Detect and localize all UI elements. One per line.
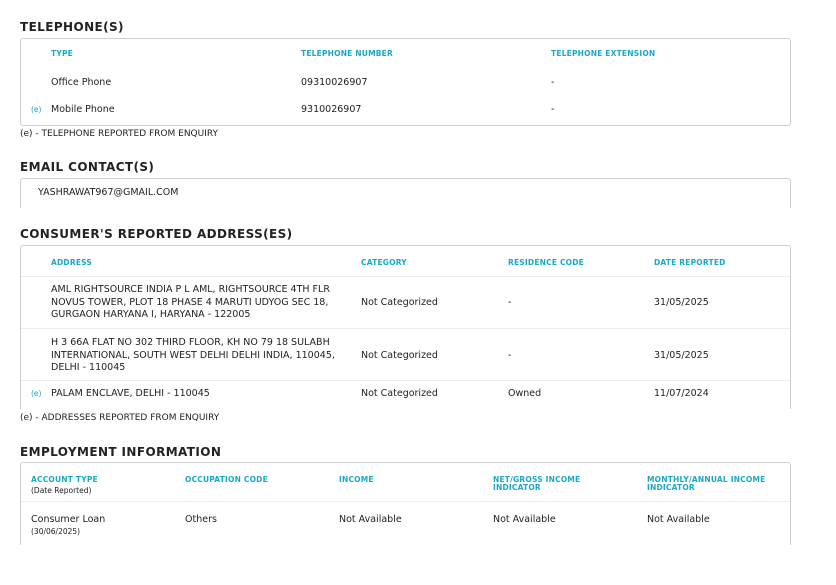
- employment-header-monthly-annual: MONTHLY/ANNUAL INCOME INDICATOR: [647, 475, 766, 492]
- telephones-title: TELEPHONE(S): [20, 20, 124, 34]
- telephone-type: Office Phone: [51, 77, 112, 88]
- employment-net-gross: Not Available: [493, 514, 556, 525]
- employment-table: [20, 462, 791, 545]
- address-category: Not Categorized: [361, 296, 438, 308]
- emails-table: [20, 178, 791, 208]
- emails-title: EMAIL CONTACT(S): [20, 160, 155, 174]
- addresses-header-address: ADDRESS: [51, 258, 93, 267]
- employment-occupation-code: Others: [185, 514, 217, 525]
- address-line: INTERNATIONAL, SOUTH WEST DELHI DELHI INDIA, 110045,: [51, 349, 335, 361]
- employment-header-date-reported: (Date Reported): [31, 486, 92, 495]
- row-divider: [21, 328, 790, 329]
- address-residence-code: Owned: [508, 388, 542, 399]
- header-divider: [21, 501, 790, 502]
- employment-header-net-gross: NET/GROSS INCOME INDICATOR: [493, 475, 581, 492]
- address-line: DELHI - 110045: [51, 362, 126, 373]
- addresses-header-date: DATE REPORTED: [654, 258, 726, 267]
- telephones-header-number: TELEPHONE NUMBER: [301, 49, 393, 58]
- enquiry-marker: (e): [31, 105, 42, 114]
- telephone-number: 09310026907: [301, 77, 368, 88]
- addresses-table: [20, 245, 791, 409]
- employment-header-account-type: ACCOUNT TYPE: [31, 475, 98, 484]
- telephones-header-type: TYPE: [51, 49, 73, 58]
- addresses-title: CONSUMER'S REPORTED ADDRESS(ES): [20, 227, 293, 241]
- employment-income: Not Available: [339, 514, 402, 525]
- employment-header-income: INCOME: [339, 475, 374, 484]
- address-line: H 3 66A FLAT NO 302 THIRD FLOOR, KH NO 79 18 SULABH: [51, 337, 330, 348]
- address-date: 31/05/2025: [654, 296, 709, 308]
- telephone-extension: -: [551, 77, 555, 88]
- address-residence-code: -: [508, 349, 512, 361]
- enquiry-marker: (e): [31, 389, 42, 398]
- address-category: Not Categorized: [361, 388, 438, 399]
- address-date: 11/07/2024: [654, 388, 709, 399]
- address-line: NOVUS TOWER, PLOT 18 PHASE 4 MARUTI UDYOG SEC 18,: [51, 296, 329, 308]
- address-residence-code: -: [508, 296, 512, 308]
- addresses-header-category: CATEGORY: [361, 258, 407, 267]
- employment-header-occupation: OCCUPATION CODE: [185, 475, 268, 484]
- addresses-header-residence: RESIDENCE CODE: [508, 258, 584, 267]
- address-category: Not Categorized: [361, 349, 438, 361]
- addresses-note: (e) - ADDRESSES REPORTED FROM ENQUIRY: [20, 413, 220, 423]
- address-line: GURGAON HARYANA I, HARYANA - 122005: [51, 309, 251, 320]
- header-divider: [21, 276, 790, 277]
- address-line: AML RIGHTSOURCE INDIA P L AML, RIGHTSOURCE 4TH FLR: [51, 284, 330, 295]
- telephones-header-extension: TELEPHONE EXTENSION: [551, 49, 656, 58]
- address-line: PALAM ENCLAVE, DELHI - 110045: [51, 388, 210, 399]
- employment-title: EMPLOYMENT INFORMATION: [20, 445, 222, 459]
- telephone-extension: -: [551, 104, 555, 115]
- address-date: 31/05/2025: [654, 349, 709, 361]
- row-divider: [21, 380, 790, 381]
- employment-date-reported: (30/06/2025): [31, 527, 81, 536]
- telephones-note: (e) - TELEPHONE REPORTED FROM ENQUIRY: [20, 129, 219, 139]
- telephone-number: 9310026907: [301, 104, 362, 115]
- email-address: YASHRAWAT967@GMAIL.COM: [38, 187, 179, 198]
- telephone-type: Mobile Phone: [51, 104, 115, 115]
- employment-account-type: Consumer Loan: [31, 514, 106, 525]
- telephones-table: [20, 38, 791, 126]
- employment-monthly-annual: Not Available: [647, 514, 710, 525]
